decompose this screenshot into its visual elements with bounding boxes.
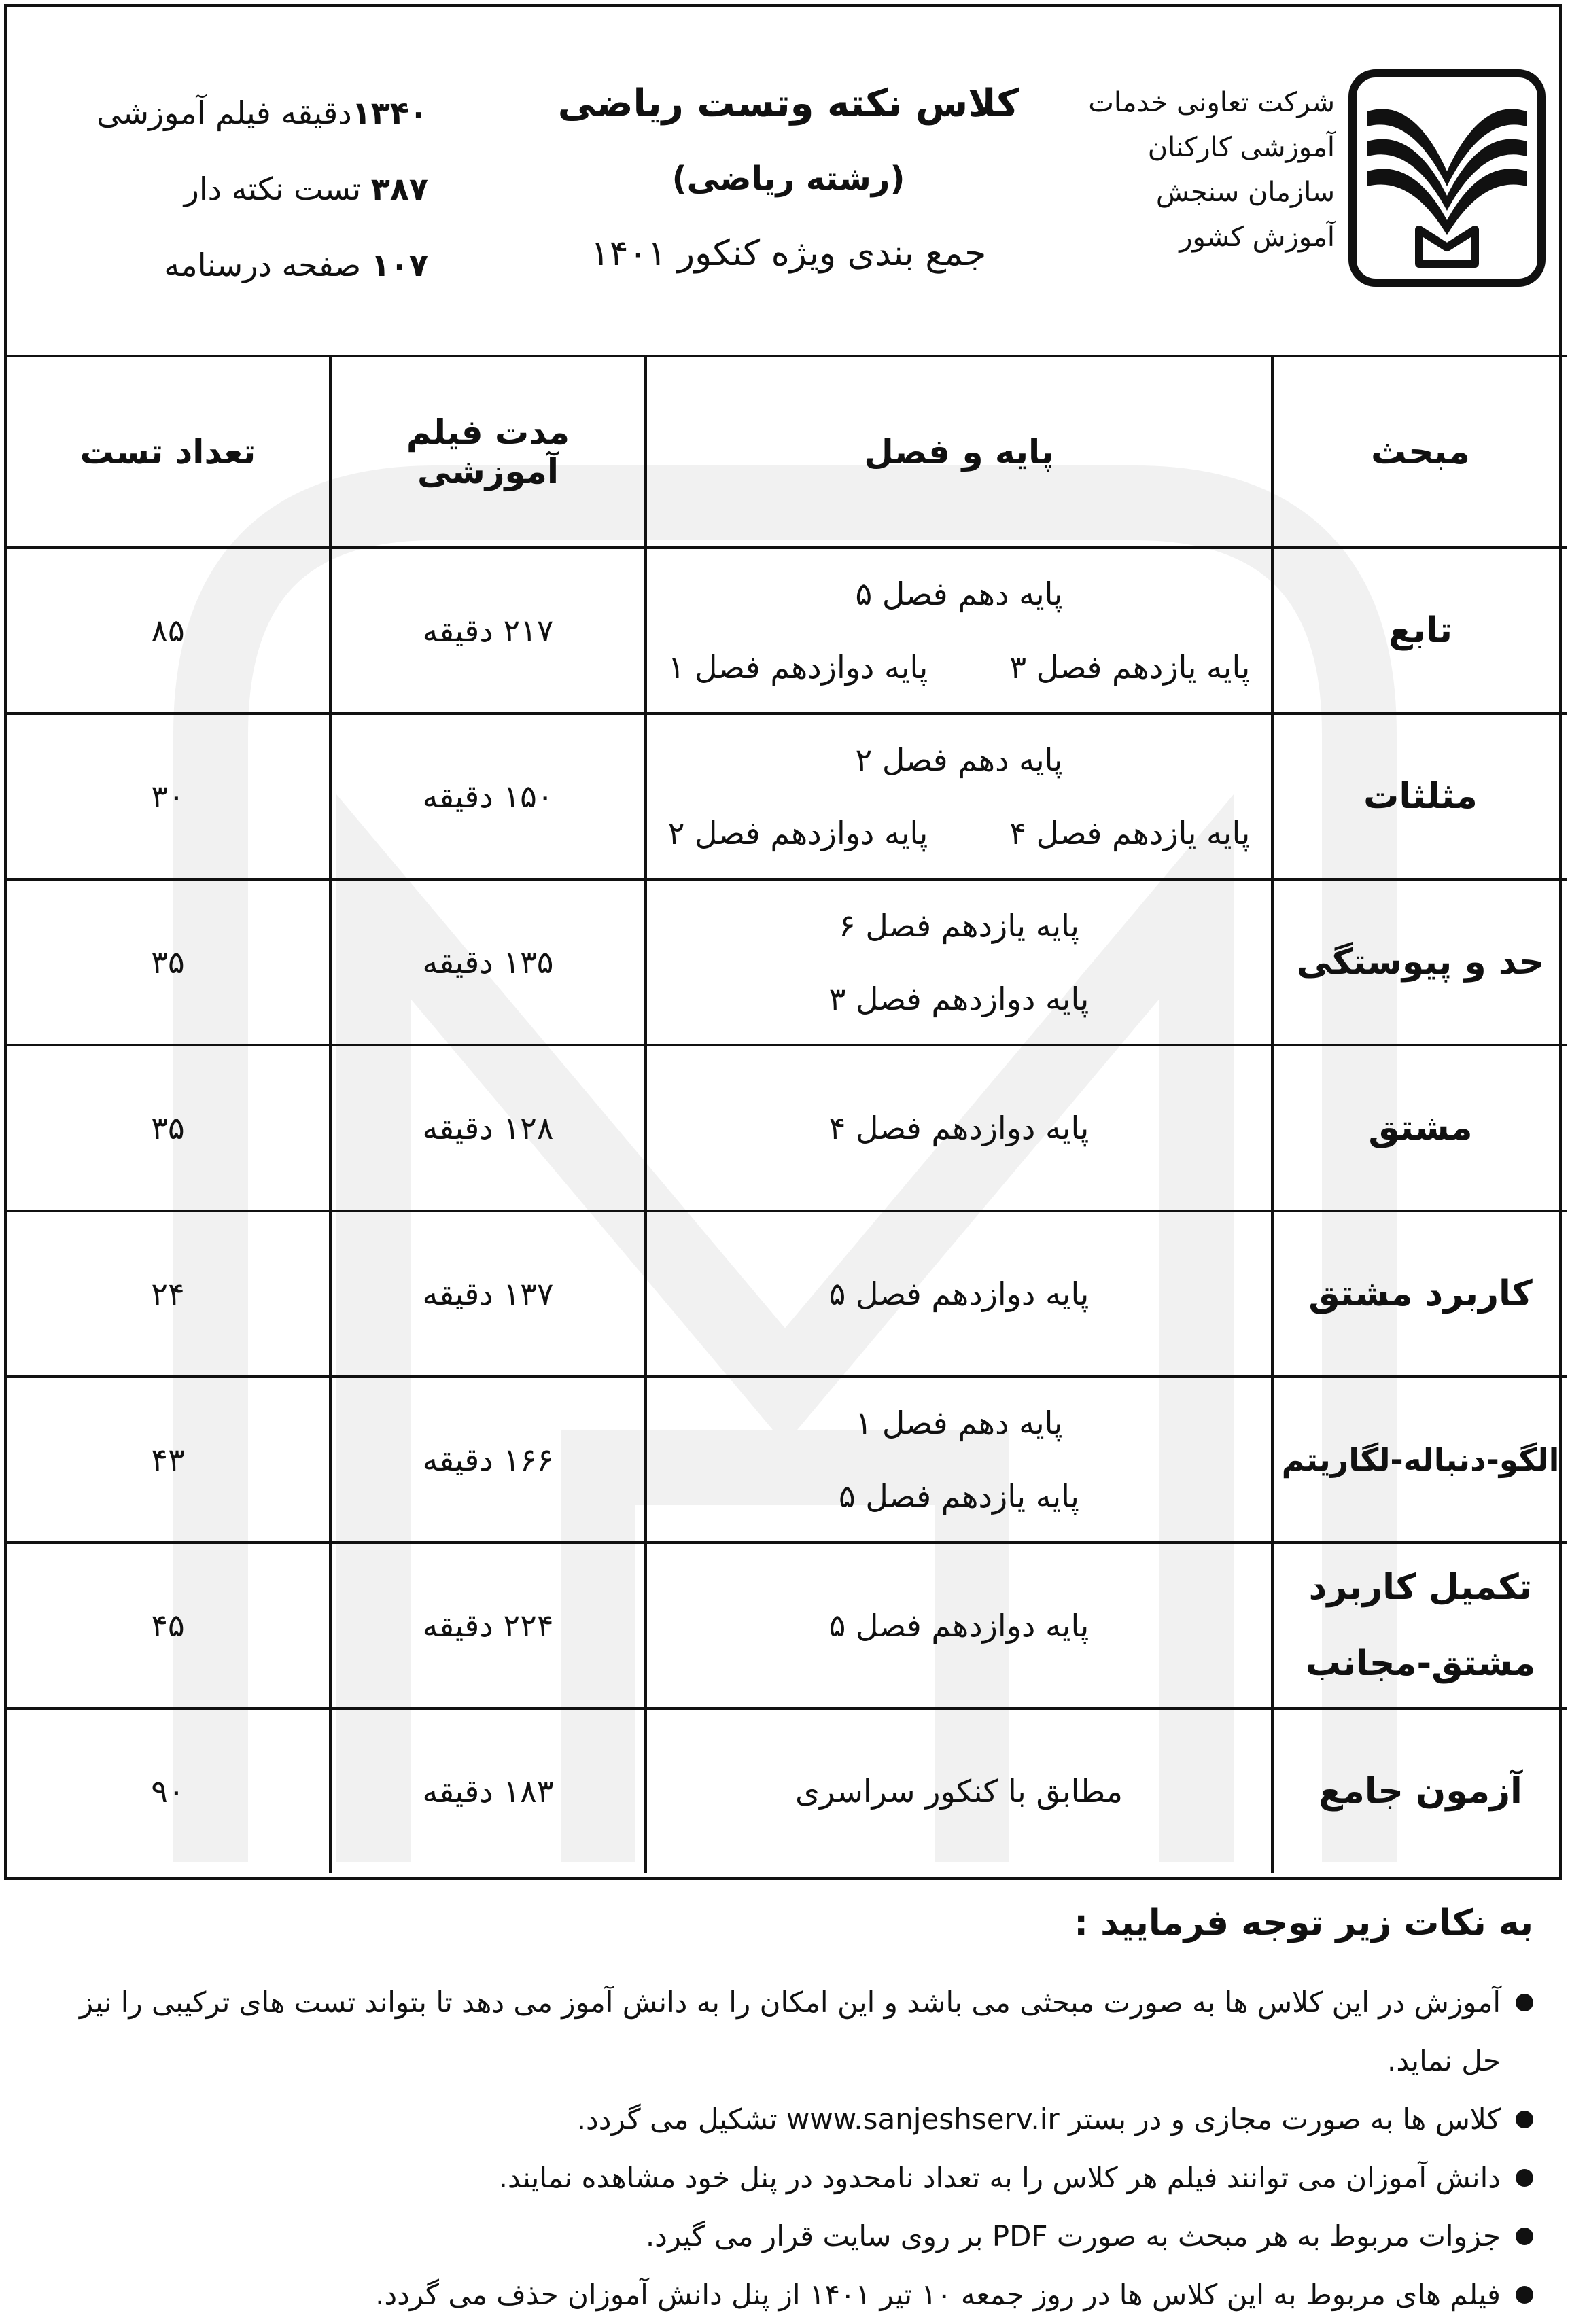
count-cell: ۴۵ [7, 1543, 330, 1708]
chapter-line: پایه یازدهم فصل ۶ [839, 907, 1079, 944]
count-cell: ۴۳ [7, 1377, 330, 1543]
chapters-cell [646, 714, 1272, 879]
duration-cell: ۱۵۰ دقیقه [330, 714, 646, 879]
chapter-line: پایه دهم فصل ۵ [855, 576, 1063, 612]
topic-cell: آزمون جامع [1272, 1708, 1567, 1873]
org-line: آموزشی کارکنان [1147, 132, 1335, 163]
book-logo-icon [1348, 69, 1546, 287]
table-row [7, 1377, 1567, 1543]
chapter-line: پایه دوازدهم فصل ۲ [667, 815, 928, 851]
table-row [7, 714, 1567, 879]
stat-line [48, 75, 428, 151]
chapter-line: پایه یازدهم فصل ۳ [1009, 649, 1251, 686]
duration-cell: ۱۶۶ دقیقه [330, 1377, 646, 1543]
stat-text: تست نکته دار [184, 171, 362, 207]
duration-cell: ۱۲۸ دقیقه [330, 1045, 646, 1211]
count-cell: ۹۰ [7, 1708, 330, 1873]
count-cell: ۳۵ [7, 879, 330, 1045]
chapter-line: پایه دوازدهم فصل ۵ [828, 1275, 1089, 1312]
count-cell: ۳۵ [7, 1045, 330, 1211]
chapters-cell [646, 548, 1272, 714]
chapters-cell [646, 1543, 1272, 1708]
stat-line [48, 151, 428, 227]
header-count: تعداد تست [7, 356, 330, 548]
chapters-cell [646, 1377, 1272, 1543]
note-item: دانش آموزان می توانند فیلم هر کلاس را به تعداد نامحدود در پنل خود مشاهده نمایند. [38, 2149, 1533, 2207]
topic-line: تکمیل کاربرد [1308, 1567, 1533, 1608]
note-item: جزوات مربوط به هر مبحث به صورت PDF بر روی سایت قرار می گیرد. [38, 2207, 1533, 2266]
chapter-line: پایه دوازدهم فصل ۴ [828, 1110, 1089, 1146]
chapter-pair [647, 796, 1271, 870]
page-subtitle-2: جمع بندی ویژه کنکور ۱۴۰۱ [590, 233, 987, 274]
topic-cell: کاربرد مشتق [1272, 1211, 1567, 1377]
chapter-line: پایه یازدهم فصل ۴ [1009, 815, 1251, 851]
header-chapters: پایه و فصل [646, 356, 1272, 548]
table-row [7, 879, 1567, 1045]
table-header-row [7, 356, 1567, 548]
page-subtitle: (رشته ریاضی) [671, 160, 905, 198]
chapters-cell [646, 1211, 1272, 1377]
stat-text: صفحه درسنامه [164, 247, 362, 283]
header-topic: مبحث [1272, 356, 1567, 548]
topic-cell: تابع [1272, 548, 1567, 714]
org-line: آموزش کشور [1179, 222, 1335, 253]
org-line: شرکت تعاونی خدمات [1088, 87, 1335, 118]
stat-number: ۱۳۴۰ [351, 94, 428, 131]
duration-cell: ۱۳۵ دقیقه [330, 879, 646, 1045]
course-table [7, 355, 1567, 1873]
count-cell: ۳۰ [7, 714, 330, 879]
topic-cell [1272, 1543, 1567, 1708]
chapter-line: مطابق با کنکور سراسری [795, 1773, 1123, 1810]
stat-text: دقیقه فیلم آموزشی [97, 94, 352, 131]
title-block [483, 67, 1094, 291]
stat-number: ۱۰۷ [370, 247, 428, 283]
notes-section [38, 1903, 1533, 2324]
organization-name [1090, 80, 1335, 260]
org-line: سازمان سنجش [1155, 177, 1335, 208]
stat-number: ۳۸۷ [370, 171, 428, 207]
note-item: فیلم های مربوط به این کلاس ها در روز جمعه ۱۰ تیر ۱۴۰۱ از پنل دانش آموزان حذف می گردد. [38, 2266, 1533, 2324]
document-frame [4, 4, 1562, 1880]
topic-cell: الگو-دنباله-لگاریتم [1272, 1377, 1567, 1543]
count-cell: ۲۴ [7, 1211, 330, 1377]
duration-cell: ۱۳۷ دقیقه [330, 1211, 646, 1377]
topic-cell: حد و پیوستگی [1272, 879, 1567, 1045]
duration-cell: ۲۱۷ دقیقه [330, 548, 646, 714]
chapters-cell [646, 879, 1272, 1045]
table-row [7, 1543, 1567, 1708]
chapter-line: پایه یازدهم فصل ۵ [839, 1478, 1079, 1515]
chapters-cell [646, 1045, 1272, 1211]
stats-block [48, 75, 428, 303]
table-row [7, 1708, 1567, 1873]
duration-cell: ۱۸۳ دقیقه [330, 1708, 646, 1873]
table-row [7, 1211, 1567, 1377]
note-item: کلاس ها به صورت مجازی و در بستر www.sanjeshserv.ir تشکیل می گردد. [38, 2090, 1533, 2149]
page-title: کلاس نکته وتست ریاضی [557, 82, 1019, 126]
chapter-line: پایه دهم فصل ۱ [855, 1405, 1063, 1441]
count-cell: ۸۵ [7, 548, 330, 714]
header-duration: مدت فیلم آموزشی [330, 356, 646, 548]
chapter-line: پایه دوازدهم فصل ۵ [828, 1607, 1089, 1644]
chapter-line: پایه دوازدهم فصل ۳ [828, 981, 1089, 1017]
table-row [7, 548, 1567, 714]
chapters-cell [646, 1708, 1272, 1873]
note-item: آموزش در این کلاس ها به صورت مبحثی می باشد و این امکان را به دانش آموز می دهد تا بتواند تست های ترکیبی را نیز حل نماید. [38, 1973, 1533, 2090]
chapter-pair [647, 631, 1271, 704]
topic-cell: مشتق [1272, 1045, 1567, 1211]
chapter-line: پایه دوازدهم فصل ۱ [667, 649, 928, 686]
chapter-line: پایه دهم فصل ۲ [855, 741, 1063, 778]
header [7, 7, 1559, 357]
notes-heading: به نکات زیر توجه فرمایید : [1074, 1903, 1533, 1943]
duration-cell: ۲۲۴ دقیقه [330, 1543, 646, 1708]
topic-cell: مثلثات [1272, 714, 1567, 879]
topic-line: مشتق-مجانب [1305, 1643, 1536, 1684]
notes-list [38, 1973, 1533, 2324]
stat-line [48, 227, 428, 303]
table-row [7, 1045, 1567, 1211]
